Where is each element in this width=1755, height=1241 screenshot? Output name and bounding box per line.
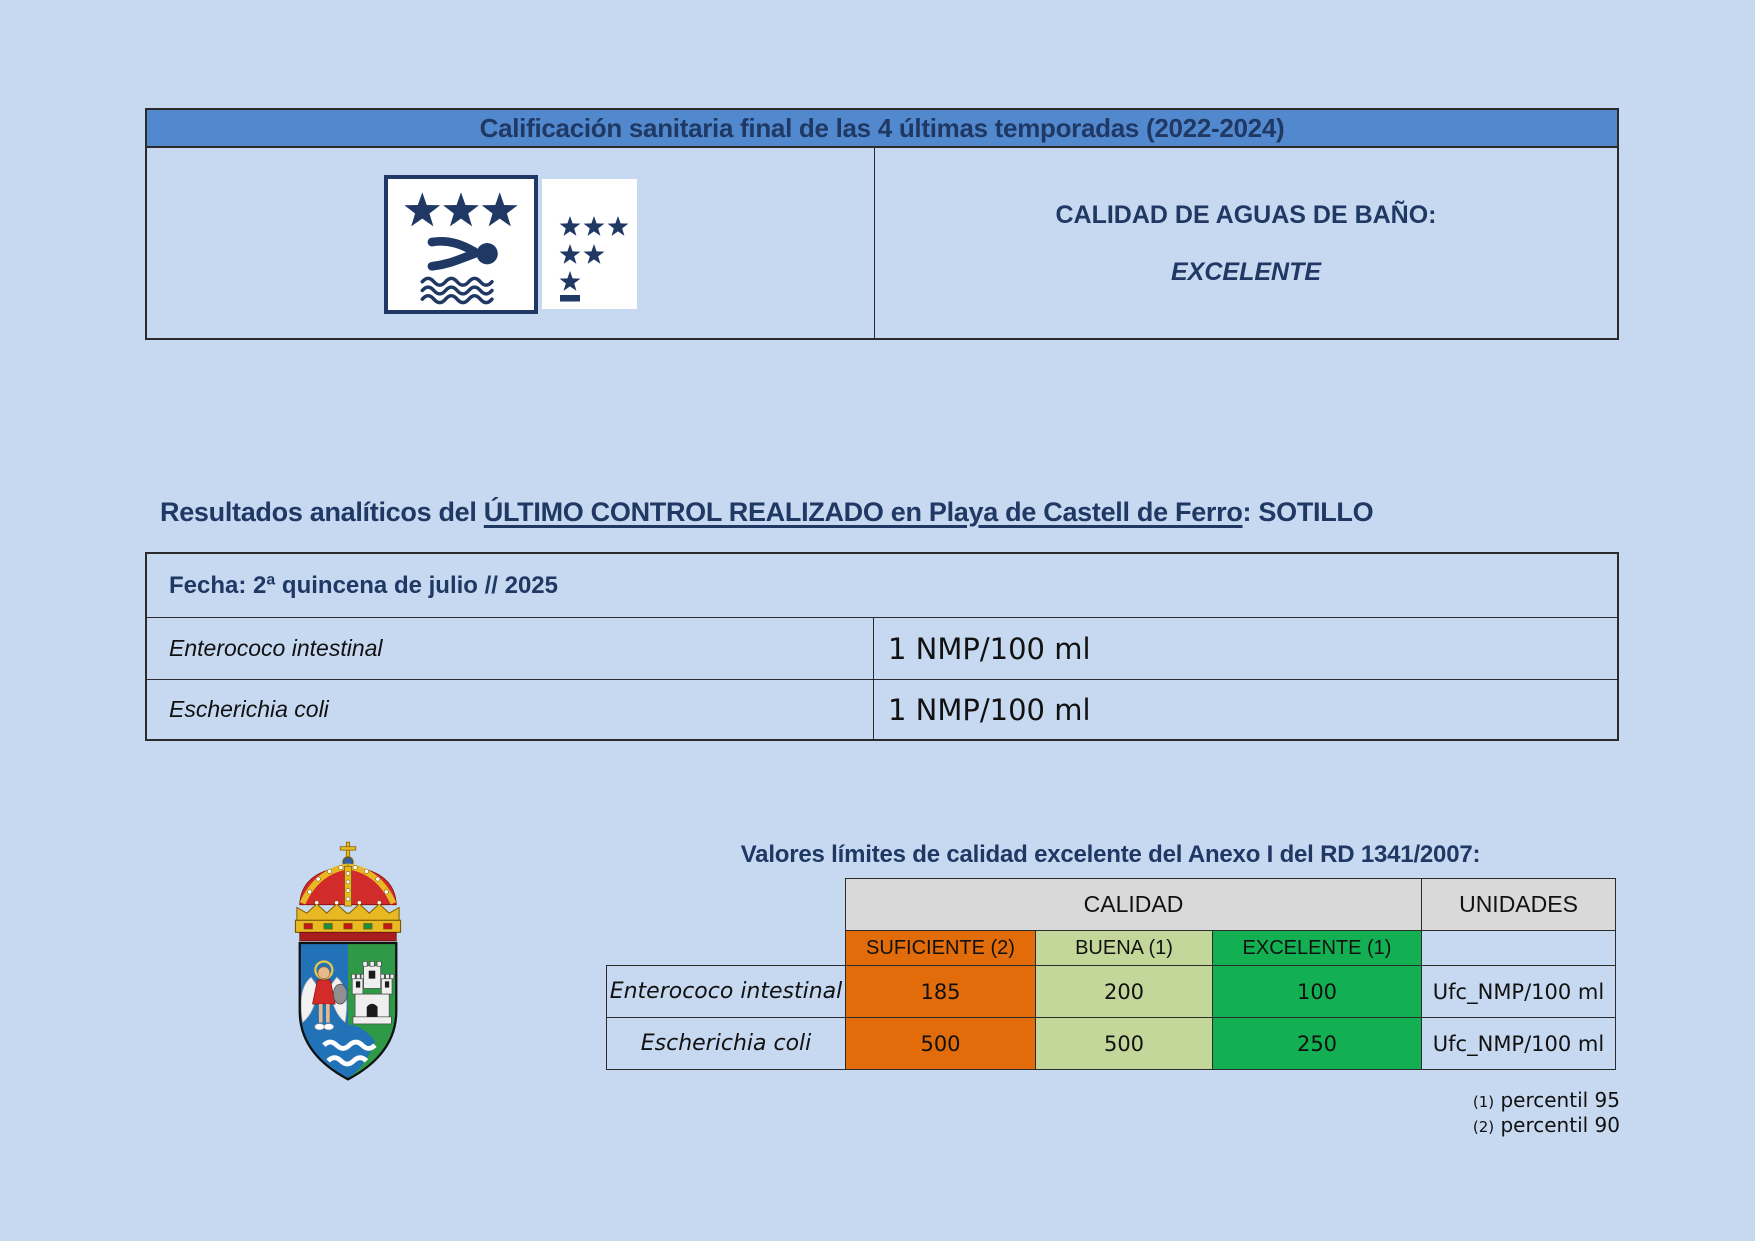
parameter-name: Enterococo intestinal xyxy=(607,966,846,1018)
footnote-text: percentil 90 xyxy=(1494,1113,1620,1137)
limits-table xyxy=(606,878,1616,1070)
value-suficiente: 185 xyxy=(846,966,1036,1018)
rating-table-title: Calificación sanitaria final de las 4 últimas temporadas (2022-2024) xyxy=(147,110,1617,148)
col-suficiente: SUFICIENTE (2) xyxy=(846,931,1036,966)
eu-bathing-stars-logo xyxy=(542,179,637,309)
value-units: Ufc_NMP/100 ml xyxy=(1422,966,1616,1018)
limits-blank-cell xyxy=(607,879,846,931)
limits-blank-cell xyxy=(607,931,846,966)
footnote-2 xyxy=(1200,1114,1620,1139)
results-title-underlined: ÚLTIMO CONTROL REALIZADO en Playa de Castell de Ferro xyxy=(483,497,1243,527)
col-excelente: EXCELENTE (1) xyxy=(1213,931,1422,966)
unidades-header: UNIDADES xyxy=(1422,879,1616,931)
parameter-value: 1 NMP/100 ml xyxy=(888,692,1091,727)
limits-row-enterococo xyxy=(607,966,1616,1018)
coat-of-arms-icon xyxy=(277,840,419,1090)
eu-stars-icon xyxy=(542,179,637,309)
quality-value: EXCELENTE xyxy=(1170,258,1322,286)
analytics-date-row xyxy=(147,554,1617,618)
three-stars-swimmer-logo xyxy=(384,175,538,314)
analytics-date-label: Fecha: 2ª quincena de julio // 2025 xyxy=(169,571,559,599)
parameter-name: Enterococo intestinal xyxy=(147,618,874,679)
results-title-suffix: : SOTILLO xyxy=(1242,497,1374,527)
units-blank-cell xyxy=(1422,931,1616,966)
limits-subheader-row xyxy=(607,931,1616,966)
sanitary-rating-table xyxy=(145,108,1619,340)
value-suficiente: 500 xyxy=(846,1018,1036,1070)
value-buena: 500 xyxy=(1036,1018,1213,1070)
municipal-coat-of-arms xyxy=(277,840,419,1090)
limits-row-escherichia xyxy=(607,1018,1616,1070)
value-units: Ufc_NMP/100 ml xyxy=(1422,1018,1616,1070)
limits-header-row xyxy=(607,879,1616,931)
limits-section-title: Valores límites de calidad excelente del Anexo I del RD 1341/2007: xyxy=(740,841,1481,868)
value-buena: 200 xyxy=(1036,966,1213,1018)
footnote-text: percentil 95 xyxy=(1494,1088,1620,1112)
footnote-1 xyxy=(1200,1089,1620,1114)
footnotes xyxy=(1200,1089,1620,1139)
footnote-marker: (2) xyxy=(1472,1118,1495,1136)
analytics-row-enterococo xyxy=(147,618,1617,680)
swimmer-stars-icon xyxy=(393,184,529,305)
parameter-value: 1 NMP/100 ml xyxy=(888,631,1091,666)
rating-quality-cell xyxy=(875,148,1617,340)
value-excelente: 100 xyxy=(1213,966,1422,1018)
results-section-title xyxy=(160,497,1620,528)
col-buena: BUENA (1) xyxy=(1036,931,1213,966)
footnote-marker: (1) xyxy=(1472,1093,1495,1111)
calidad-group-header: CALIDAD xyxy=(846,879,1422,931)
limits-table-wrap xyxy=(606,878,1615,1070)
analytics-table xyxy=(145,552,1619,741)
parameter-name: Escherichia coli xyxy=(607,1018,846,1070)
value-excelente: 250 xyxy=(1213,1018,1422,1070)
rating-table-body xyxy=(147,148,1617,340)
quality-label: CALIDAD DE AGUAS DE BAÑO: xyxy=(1055,201,1437,229)
parameter-name: Escherichia coli xyxy=(147,680,874,739)
rating-logos-cell xyxy=(147,148,875,340)
results-title-prefix: Resultados analíticos del xyxy=(160,497,484,527)
analytics-row-escherichia xyxy=(147,680,1617,739)
